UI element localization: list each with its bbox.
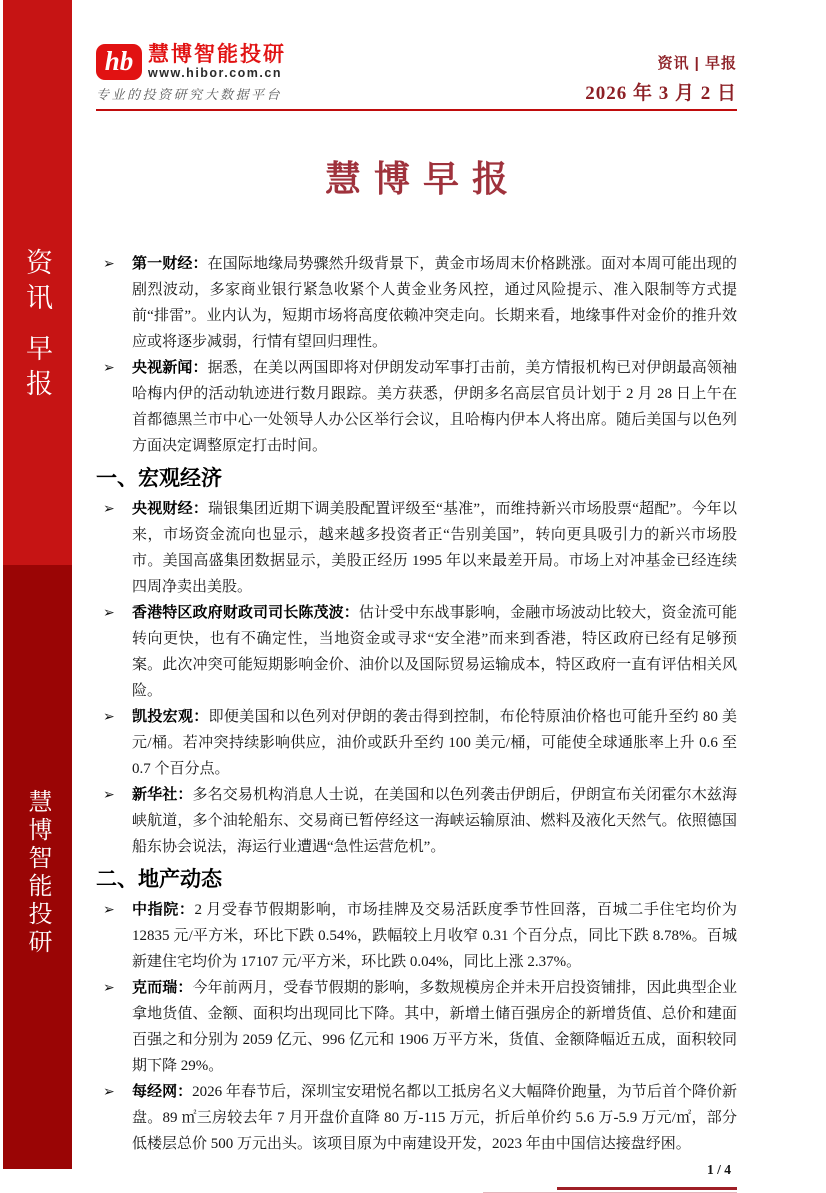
bullet-arrow-icon: ➢ [103, 980, 115, 996]
news-paragraph [132, 1079, 737, 1157]
bullet-arrow-icon: ➢ [103, 605, 115, 621]
news-source: 凯投宏观： [132, 708, 209, 725]
bullet-arrow-icon: ➢ [103, 902, 115, 918]
realestate-news-list [96, 897, 737, 1157]
news-item [96, 496, 737, 600]
news-source: 每经网： [132, 1083, 193, 1100]
report-date: 2026 年 3 月 2 日 [585, 83, 737, 104]
news-text: 2 月受春节假期影响，市场挂牌及交易活跃度季节性回落，百城二手住宅均价为 12835 元/平方米，环比下跌 0.54%，跌幅较上月收窄 0.31 个百分点，同比下跌 8.78%。百城新建住宅均价为 17107 元/平方米，环比跌 0.04%，同比上涨 2.37%。 [132, 902, 737, 970]
header-divider [96, 109, 737, 111]
news-text: 2026 年春节后，深圳宝安珺悦名都以工抵房名义大幅降价跑量，为节后首个降价新盘。89 ㎡三房较去年 7 月开盘价直降 80 万-115 万元，折后单价约 5.6 万-5.9 万元/㎡，部分低楼层总价 500 万元出头。该项目原为中南建设开发，2023 年由中国信达接盘纾困。 [132, 1084, 737, 1152]
bullet-arrow-icon: ➢ [103, 787, 115, 803]
side-label-zaobao: 早报 [22, 334, 52, 404]
news-text: 据悉，在美以两国即将对伊朗发动军事打击前，美方情报机构已对伊朗最高领袖哈梅内伊的活动轨迹进行数月跟踪。美方获悉，伊朗多名高层官员计划于 2 月 28 日上午在首都德黑兰市中心一处领导人办公区举行会议，且哈梅内伊本人将出席。随后美国与以色列方面决定调整原定打击时间。 [132, 360, 737, 454]
brand-logo-row [96, 44, 286, 80]
intro-news-list [96, 251, 737, 459]
side-banner [3, 0, 72, 1169]
news-item [96, 251, 737, 355]
news-paragraph [132, 782, 737, 860]
news-text: 在国际地缘局势骤然升级背景下，黄金市场周末价格跳涨。面对本周可能出现的剧烈波动，多家商业银行紧急收紧个人黄金业务风控，通过风险提示、准入限制等方式提前“排雷”。业内认为，短期市场将高度依赖冲突走向。长期来看，地缘事件对金价的推升效应或将逐步减弱，行情有望回归理性。 [132, 256, 737, 350]
bullet-arrow-icon: ➢ [103, 256, 115, 272]
side-banner-top-label [18, 248, 57, 404]
report-header [96, 44, 737, 105]
news-text: 即便美国和以色列对伊朗的袭击得到控制，布伦特原油价格也可能升至约 80 美元/桶。若冲突持续影响供应，油价或跃升至约 100 美元/桶，可能使全球通胀率上升 0.6 至 0.7 个百分点。 [132, 709, 737, 777]
side-banner-top [3, 0, 72, 565]
news-item [96, 355, 737, 459]
news-item [96, 897, 737, 975]
news-paragraph [132, 496, 737, 600]
news-source: 央视财经： [132, 500, 209, 517]
page-content [96, 0, 737, 1193]
side-label-zixun: 资讯 [22, 248, 52, 318]
news-paragraph [132, 355, 737, 459]
news-item [96, 600, 737, 704]
news-item [96, 975, 737, 1079]
news-paragraph [132, 897, 737, 975]
news-source: 中指院： [132, 901, 195, 918]
brand-tagline: 专业的投资研究大数据平台 [96, 87, 283, 102]
news-paragraph [132, 600, 737, 704]
brand-logo-icon: hb [96, 44, 142, 80]
brand-url: www.hibor.com.cn [148, 66, 282, 80]
page-number: 1 / 4 [706, 1162, 731, 1177]
brand-logo [96, 44, 286, 103]
macro-news-list [96, 496, 737, 860]
news-source: 央视新闻： [132, 359, 208, 376]
news-source: 新华社： [132, 786, 193, 803]
page-title: 慧博早报 [324, 159, 521, 199]
header-meta [585, 44, 737, 105]
news-paragraph [132, 975, 737, 1079]
brand-logo-texts [148, 44, 286, 80]
footer-divider-thick [557, 1187, 737, 1190]
news-item [96, 782, 737, 860]
news-source: 香港特区政府财政司司长陈茂波： [132, 604, 359, 621]
section-heading-macro: 一、宏观经济 [96, 467, 222, 490]
footer-divider [96, 1187, 737, 1193]
news-text: 瑞银集团近期下调美股配置评级至“基准”，而维持新兴市场股票“超配”。今年以来，市场资金流向也显示，越来越多投资者正“告别美国”，转向更具吸引力的新兴市场股市。美国高盛集团数据显示，美股正经历 1995 年以来最差开局。市场上对冲基金已经连续四周净卖出美股。 [132, 501, 737, 595]
side-banner-bottom-label: 慧博智能投研 [24, 789, 51, 957]
page-footer [96, 1161, 737, 1193]
bullet-arrow-icon: ➢ [103, 501, 115, 517]
news-source: 第一财经： [132, 255, 208, 272]
news-text: 估计受中东战事影响，金融市场波动比较大，资金流可能转向更快，也有不确定性，当地资金或寻求“安全港”而来到香港，特区政府已经有足够预案。此次冲突可能短期影响金价、油价以及国际贸易运输成本，特区政府一直有评估相关风险。 [132, 605, 737, 699]
bullet-arrow-icon: ➢ [103, 360, 115, 376]
brand-name: 慧博智能投研 [148, 43, 286, 66]
news-text: 多名交易机构消息人士说，在美国和以色列袭击伊朗后，伊朗宣布关闭霍尔木兹海峡航道，多个油轮船东、交易商已暂停经这一海峡运输原油、燃料及液化天然气。依照德国船东协会说法，海运行业遭遇“急性运营危机”。 [132, 787, 737, 855]
news-paragraph [132, 704, 737, 782]
news-text: 今年前两月，受春节假期的影响，多数规模房企并未开启投资铺排，因此典型企业拿地货值、金额、面积均出现同比下降。其中，新增土储百强房企的新增货值、总价和建面百强之和分别为 2059 亿元、996 亿元和 1906 万平方米，货值、金额降幅近五成，面积较同期下降 29%。 [132, 980, 737, 1074]
side-banner-bottom [3, 565, 72, 1169]
section-heading-realestate: 二、地产动态 [96, 868, 222, 891]
bullet-arrow-icon: ➢ [103, 1084, 115, 1100]
news-item [96, 1079, 737, 1157]
news-paragraph [132, 251, 737, 355]
news-item [96, 704, 737, 782]
bullet-arrow-icon: ➢ [103, 709, 115, 725]
news-source: 克而瑞： [132, 979, 193, 996]
report-category: 资讯 | 早报 [657, 55, 737, 72]
